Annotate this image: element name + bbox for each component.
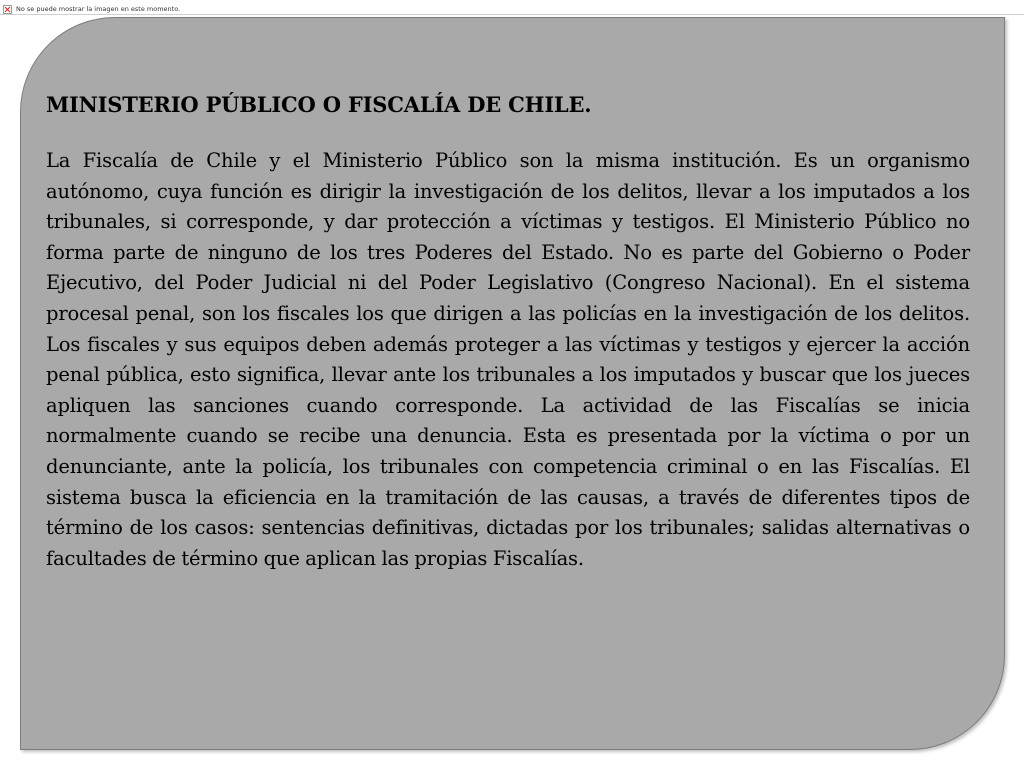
slide-content <box>46 90 970 574</box>
slide-body-text: La Fiscalía de Chile y el Ministerio Público son la misma institución. Es un organismo autónomo, cuya función es dirigir la investigación de los delitos, llevar a los imputados a los tribunales, si corresponde, y dar protección a víctimas y testigos. El Ministerio Público no forma parte de ninguno de los tres Poderes del Estado. No es parte del Gobierno o Poder Ejecutivo, del Poder Judicial ni del Poder Legislativo (Congreso Nacional). En el sistema procesal penal, son los fiscales los que dirigen a las policías en la investigación de los delitos. Los fiscales y sus equipos deben además proteger a las víctimas y testigos y ejercer la acción penal pública, esto significa, llevar ante los tribunales a los imputados y buscar que los jueces apliquen las sanciones cuando corresponde. La actividad de las Fiscalías se inicia normalmente cuando se recibe una denuncia. Esta es presentada por la víctima o por un denunciante, ante la policía, los tribunales con competencia criminal o en las Fiscalías. El sistema busca la eficiencia en la tramitación de las causas, a través de diferentes tipos de término de los casos: sentencias definitivas, dictadas por los tribunales; salidas alternativas o facultades de término que aplican las propias Fiscalías. <box>46 149 970 570</box>
image-frame-border <box>0 14 1024 15</box>
broken-image-message: No se puede mostrar la imagen en este momento. <box>16 5 181 13</box>
slide-title: MINISTERIO PÚBLICO O FISCALÍA DE CHILE. <box>46 92 592 117</box>
broken-image-icon <box>3 5 12 14</box>
